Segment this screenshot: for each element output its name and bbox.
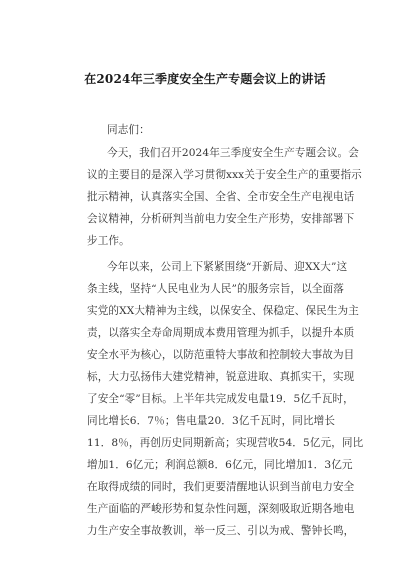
paragraph-2-line-13: 力生产安全事故教训，举一反三、引以为戒、警钟长鸣， xyxy=(87,525,355,537)
salutation: 同志们： xyxy=(107,124,150,136)
paragraph-2-line-6: 标，大力弘扬伟大建党精神，锐意进取、真抓实干，实现 xyxy=(87,371,355,383)
paragraph-2-line-10: 增加1．6亿元；利润总额8．6亿元，同比增加1．3亿元 xyxy=(87,459,353,471)
paragraph-2-line-11: 在取得成绩的同时，我们更要清醒地认识到当前电力安全 xyxy=(87,481,355,493)
paragraph-2-line-5: 安全水平为核心，以防范重特大事故和控制较大事故为目 xyxy=(87,349,355,361)
paragraph-2-line-7: 了安全“零”目标。上半年共完成发电量19．5亿千瓦时， xyxy=(87,393,354,405)
paragraph-2-line-4: 责，以落实全寿命周期成本费用管理为抓手，以提升本质 xyxy=(87,327,355,339)
paragraph-2-line-2: 条主线，坚持“人民电业为人民”的服务宗旨，以全面落 xyxy=(87,283,344,295)
paragraph-2-line-9: 11．8％，再创历史同期新高；实现营收54．5亿元，同比 xyxy=(87,437,364,449)
paragraph-2-line-3: 实党的XX大精神为主线，以保安全、保稳定、保民生为主 xyxy=(87,305,359,317)
paragraph-2-line-8: 同比增长6．7％；售电量20．3亿千瓦时，同比增长 xyxy=(87,415,336,427)
paragraph-1-line-5: 步工作。 xyxy=(87,235,130,247)
paragraph-2-line-1: 今年以来，公司上下紧紧围绕“开新局、迎XX大”这 xyxy=(107,261,348,273)
paragraph-1-line-1: 今天，我们召开2024年三季度安全生产专题会议。会 xyxy=(107,147,359,159)
paragraph-1-line-2: 议的主要目的是深入学习贯彻xxx关于安全生产的重要指示 xyxy=(87,169,362,181)
paragraph-2-line-12: 生产面临的严峻形势和复杂性问题，深刻吸取近期各地电 xyxy=(87,503,355,515)
paragraph-1-line-3: 批示精神，认真落实全国、全省、全市安全生产电视电话 xyxy=(87,191,355,203)
document-title: 在2024年三季度安全生产专题会议上的讲话 xyxy=(84,72,326,86)
paragraph-1-line-4: 会议精神，分析研判当前电力安全生产形势，安排部署下 xyxy=(87,213,355,225)
